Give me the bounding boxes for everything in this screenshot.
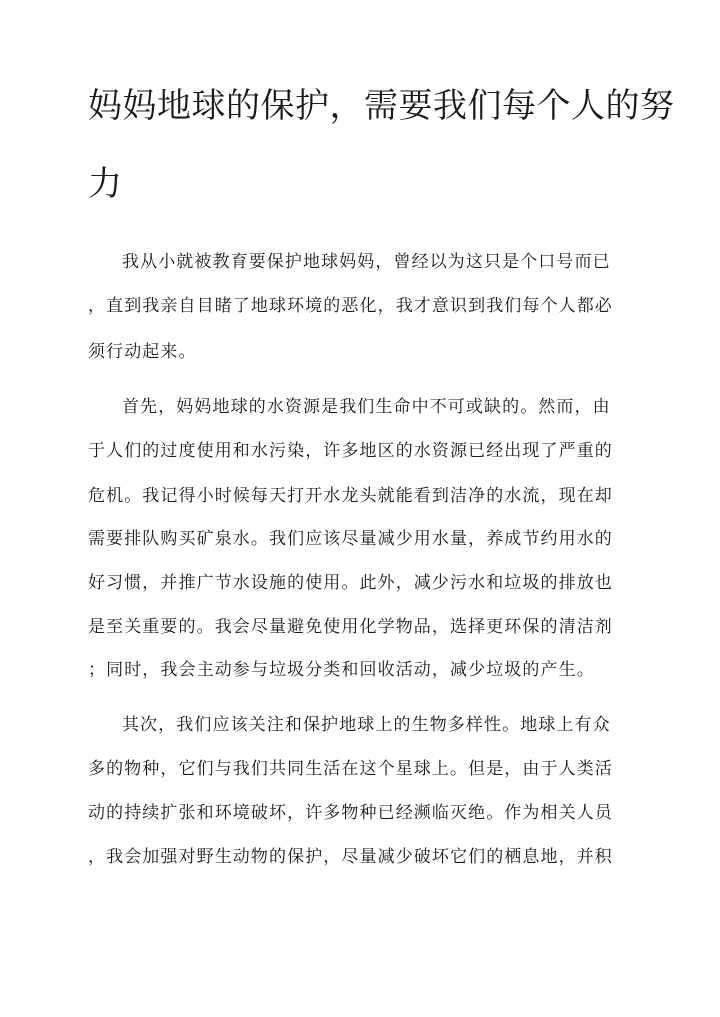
paragraph-2-line-3: 危机。我记得小时候每天打开水龙头就能看到洁净的水流，现在却 <box>88 486 613 506</box>
paragraph-2-line-7: ；同时，我会主动参与垃圾分类和回收活动，减少垃圾的产生。 <box>88 660 595 680</box>
paragraph-1-line-1: 我从小就被教育要保护地球妈妈，曾经以为这只是个口号而已 <box>122 252 611 272</box>
paragraph-2-line-4: 需要排队购买矿泉水。我们应该尽量减少用水量，养成节约用水的 <box>88 529 613 549</box>
paragraph-2-line-1: 首先，妈妈地球的水资源是我们生命中不可或缺的。然而，由 <box>122 397 611 417</box>
paragraph-2-line-6: 是至关重要的。我会尽量避免使用化学物品，选择更环保的清洁剂 <box>88 617 613 637</box>
paragraph-3-line-1: 其次，我们应该关注和保护地球上的生物多样性。地球上有众 <box>122 715 611 735</box>
paragraph-3-line-4: ，我会加强对野生动物的保护，尽量减少破坏它们的栖息地，并积 <box>88 847 613 867</box>
document-title-line-1: 妈妈地球的保护，需要我们每个人的努 <box>88 86 675 126</box>
paragraph-1-line-2: ，直到我亲自目睹了地球环境的恶化，我才意识到我们每个人都必 <box>88 296 613 316</box>
document-title-line-2: 力 <box>88 164 123 204</box>
paragraph-2-line-5: 好习惯，并推广节水设施的使用。此外，减少污水和垃圾的排放也 <box>88 573 613 593</box>
paragraph-3-line-2: 多的物种，它们与我们共同生活在这个星球上。但是，由于人类活 <box>88 759 613 779</box>
paragraph-1-line-3: 须行动起来。 <box>88 342 197 362</box>
paragraph-2-line-2: 于人们的过度使用和水污染，许多地区的水资源已经出现了严重的 <box>88 441 613 461</box>
paragraph-3-line-3: 动的持续扩张和环境破坏，许多物种已经濒临灭绝。作为相关人员 <box>88 803 613 823</box>
